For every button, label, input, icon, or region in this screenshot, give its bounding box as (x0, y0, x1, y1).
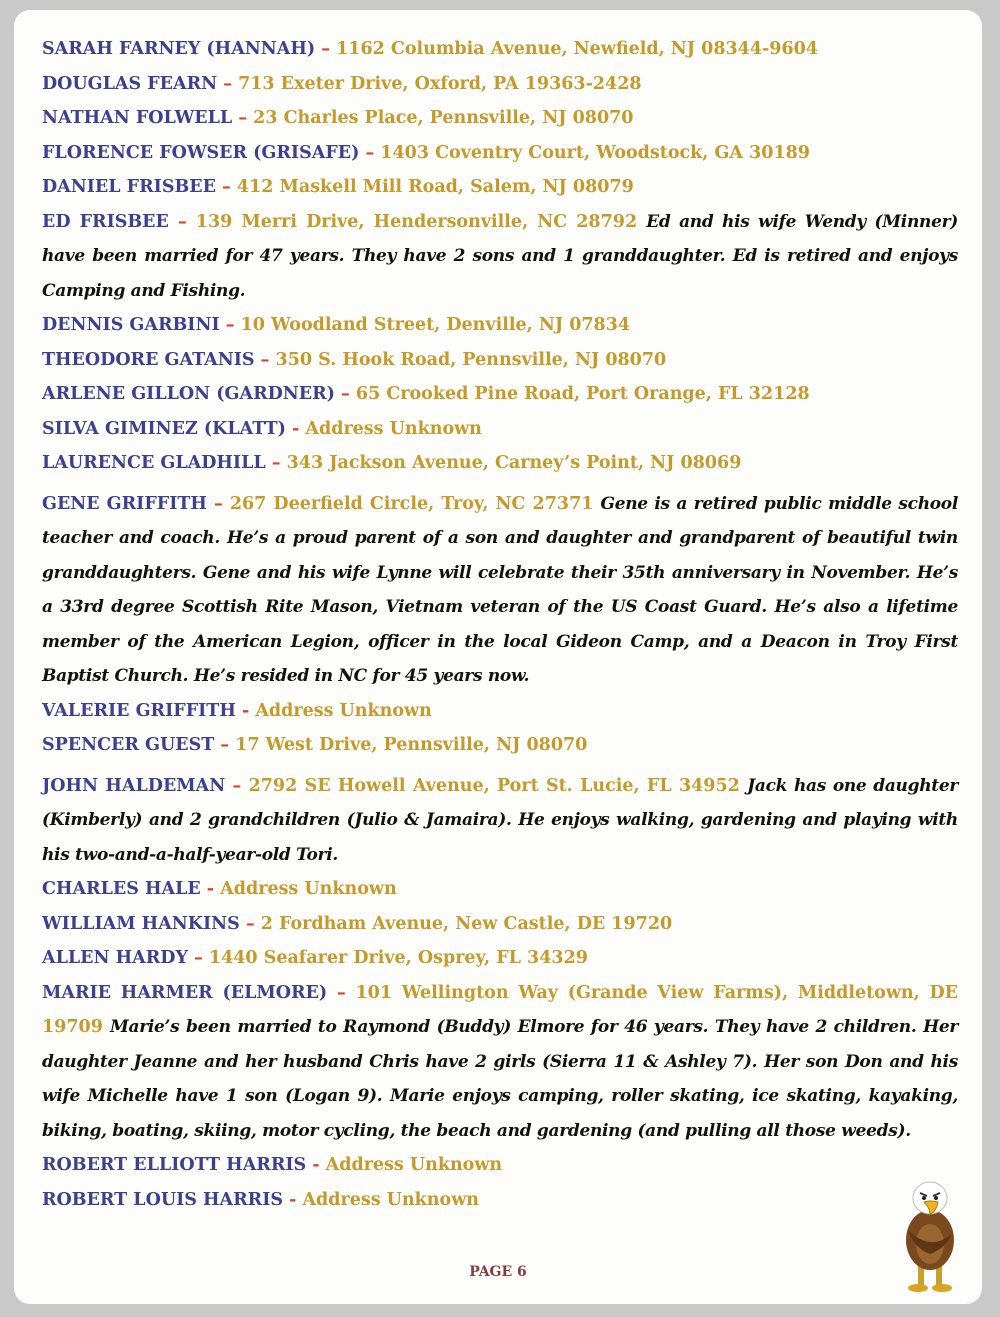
directory-entry (42, 872, 958, 907)
entry-address-unknown: Address Unknown (220, 879, 397, 899)
entry-name: DANIEL FRISBEE (42, 177, 216, 197)
entry-address: 65 Crooked Pine Road, Port Orange, FL 32128 (355, 384, 810, 404)
entry-separator: – (232, 108, 254, 128)
entry-separator: - (283, 1189, 303, 1210)
entry-address: 17 West Drive, Pennsville, NJ 08070 (235, 735, 588, 755)
entry-address: 1440 Seafarer Drive, Osprey, FL 34329 (208, 948, 588, 968)
directory-entry (42, 412, 958, 447)
entry-address-unknown: Address Unknown (325, 1155, 503, 1175)
entry-address: 267 Deerfield Circle, Troy, NC 27371 (229, 493, 594, 514)
entry-address: 139 Merri Drive, Hendersonville, NC 28792 (195, 211, 638, 232)
entry-separator: – (206, 493, 230, 514)
directory-entry (42, 32, 958, 67)
directory-entry (42, 1148, 958, 1183)
entry-address: 713 Exeter Drive, Oxford, PA 19363-2428 (238, 73, 642, 94)
entry-name: VALERIE GRIFFITH (42, 700, 236, 721)
entry-address: 350 S. Hook Road, Pennsville, NJ 08070 (275, 349, 667, 370)
eagle-mascot-icon (896, 1168, 964, 1296)
directory-entry (42, 769, 958, 873)
entry-separator: – (215, 177, 237, 197)
entry-address: 2 Fordham Avenue, New Castle, DE 19720 (260, 913, 673, 934)
entry-address: 412 Maskell Mill Road, Salem, NJ 08079 (236, 177, 634, 197)
entry-address: 343 Jackson Avenue, Carney’s Point, NJ 08069 (286, 453, 742, 473)
directory-entry (42, 907, 958, 942)
directory-entry (42, 941, 958, 976)
entry-separator: - (200, 879, 221, 899)
directory-entry (42, 205, 958, 309)
entry-separator: – (217, 73, 239, 94)
entry-separator: – (187, 948, 209, 968)
entry-name: DOUGLAS FEARN (42, 73, 218, 94)
directory-entry (42, 170, 958, 205)
entry-name: GENE GRIFFITH (42, 493, 207, 514)
directory-entry (42, 728, 958, 763)
entry-bio: Gene is a retired public middle school teacher and coach. He’s a proud parent of a son and daughter and grandparent of beautiful twin granddaughters. Gene and his wife Lynne will celebrate their 35th anniversary in November. He’s a 33rd degree Scottish Rite Mason, Vietnam veteran of the US Coast Guard. He’s also a lifetime member of the American Legion, officer in the local Gideon Camp, and a Deacon in Troy First Baptist Church. He’s resided in NC for 45 years now. (42, 493, 959, 686)
entry-name: ROBERT ELLIOTT HARRIS (42, 1155, 307, 1175)
directory-entry (42, 101, 958, 136)
directory-entry (42, 136, 958, 171)
entry-name: ALLEN HARDY (42, 948, 188, 968)
directory-entry (42, 308, 958, 343)
entry-address: 1403 Coventry Court, Woodstock, GA 30189 (380, 142, 810, 163)
entry-name: SILVA GIMINEZ (KLATT) (42, 418, 286, 439)
entry-separator: – (327, 982, 356, 1003)
entry-separator: – (225, 775, 249, 796)
newsletter-page (14, 10, 982, 1304)
entry-separator: – (334, 384, 356, 404)
directory-entry (42, 487, 958, 694)
directory-entry (42, 976, 958, 1149)
entry-separator: – (359, 142, 381, 163)
entry-address: 10 Woodland Street, Denville, NJ 07834 (240, 315, 631, 335)
entry-name: FLORENCE FOWSER (GRISAFE) (42, 142, 360, 163)
entry-name: CHARLES HALE (42, 879, 201, 899)
directory-entry (42, 343, 958, 378)
entry-separator: - (285, 418, 306, 439)
entry-address: 1162 Columbia Avenue, Newfield, NJ 08344-9604 (336, 39, 819, 59)
entry-separator: - (306, 1155, 326, 1175)
entry-bio: Jack has one daughter (Kimberly) and 2 grandchildren (Julio & Jamaira). He enjoys walking, gardening and playing with his two-and-a-half-year-old Tori. (42, 775, 958, 865)
entry-separator: – (254, 349, 276, 370)
directory-entry (42, 1183, 958, 1218)
entry-name: ARLENE GILLON (GARDNER) (42, 384, 335, 404)
entry-name: DENNIS GARBINI (42, 315, 220, 335)
entry-name: MARIE HARMER (ELMORE) (42, 982, 328, 1003)
entry-bio: Marie’s been married to Raymond (Buddy) Elmore for 46 years. They have 2 children. Her daughter Jeanne and her husband Chris have 2 girls (Sierra 11 & Ashley 7). Her son Don and his wife Michelle have 1 son (Logan 9). Marie enjoys camping, roller skating, ice skating, kayaking, biking, boating, skiing, motor cycling, the beach and gardening (and pulling all those weeds). (42, 1017, 958, 1141)
entry-separator: – (239, 913, 261, 934)
entry-name: THEODORE GATANIS (42, 349, 255, 370)
directory-entry (42, 694, 958, 729)
entry-address-unknown: Address Unknown (302, 1189, 479, 1210)
entry-separator: – (168, 211, 196, 232)
directory-list (42, 32, 958, 1217)
entry-separator: – (219, 315, 241, 335)
entry-address: 2792 SE Howell Avenue, Port St. Lucie, FL 34952 (248, 775, 740, 796)
entry-bio: Ed and his wife Wendy (Minner) have been married for 47 years. They have 2 sons and 1 granddaughter. Ed is retired and enjoys Camping and Fishing. (42, 211, 958, 301)
entry-separator: – (265, 453, 287, 473)
entry-address: 101 Wellington Way (Grande View Farms), Middletown, DE 19709 (42, 982, 959, 1037)
entry-name: SPENCER GUEST (42, 735, 215, 755)
directory-entry (42, 446, 958, 481)
entry-name: SARAH FARNEY (HANNAH) (42, 39, 316, 59)
entry-separator: – (214, 735, 236, 755)
entry-name: JOHN HALDEMAN (42, 775, 226, 796)
entry-name: WILLIAM HANKINS (42, 913, 240, 934)
entry-separator: – (315, 39, 337, 59)
entry-separator: - (235, 700, 256, 721)
entry-name: ED FRISBEE (42, 211, 169, 232)
entry-address-unknown: Address Unknown (305, 418, 482, 439)
entry-name: LAURENCE GLADHILL (42, 453, 266, 473)
directory-entry (42, 67, 958, 102)
entry-address-unknown: Address Unknown (255, 700, 432, 721)
entry-name: NATHAN FOLWELL (42, 108, 233, 128)
page-number: PAGE 6 (469, 1264, 527, 1280)
directory-entry (42, 377, 958, 412)
entry-name: ROBERT LOUIS HARRIS (42, 1189, 284, 1210)
entry-address: 23 Charles Place, Pennsville, NJ 08070 (253, 108, 634, 128)
